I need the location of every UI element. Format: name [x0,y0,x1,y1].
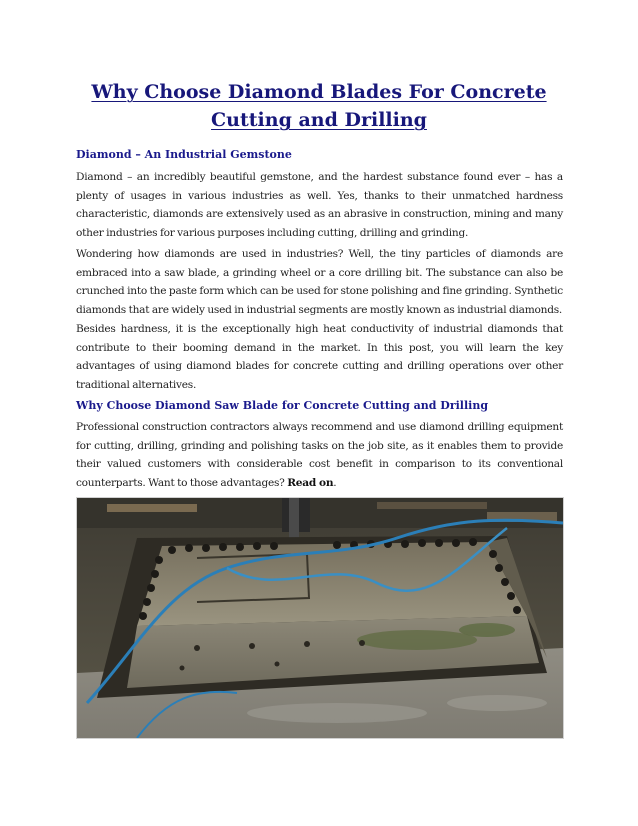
paragraph-heat-conductivity: Besides hardness, it is the exceptionally high heat conductivity of industrial diamonds that contribute to their booming demand in the market. In this post, you will learn the key advantages of using diamond blades for concrete cutting and drilling operations over other traditional alternatives. [76,323,563,392]
paragraph-industrial-usage: Wondering how diamonds are used in industries? Well, the tiny particles of diamonds are embraced into a saw blade, a grinding wheel or a core drilling bit. The substance can also be crunched into the paste form which can be used for stone polishing and fine grinding. Synthetic diamonds that are widely used in industrial segments are mostly known as industrial diamonds. [76,248,563,317]
section-heading-industrial-gemstone: Diamond – An Industrial Gemstone [76,148,292,161]
read-on-emphasis: Read on [287,477,334,490]
page-title-line-1: Why Choose Diamond Blades For Concrete [91,81,547,103]
page-title [76,78,562,134]
paragraph-contractors [76,418,563,493]
read-on-period: . [333,477,337,490]
section-heading-why-choose: Why Choose Diamond Saw Blade for Concrete Cutting and Drilling [76,399,489,412]
page-title-line-2: Cutting and Drilling [211,109,427,131]
concrete-cutting-photo [76,497,564,739]
paragraph-contractors-text: Professional construction contractors always recommend and use diamond drilling equipment for cutting, drilling, grinding and polishing tasks on the job site, as it enables them to provide their valued customers with considerable cost benefit in comparison to its conventional counterparts. Want to those advantages? [76,421,563,490]
paragraph-gemstone-intro: Diamond – an incredibly beautiful gemstone, and the hardest substance found ever – has a plenty of usages in various industries as well. Yes, thanks to their unmatched hardness characteristic, diamonds are extensively used as an abrasive in construction, mining and many other industries for various purposes including cutting, drilling and grinding. [76,171,563,240]
